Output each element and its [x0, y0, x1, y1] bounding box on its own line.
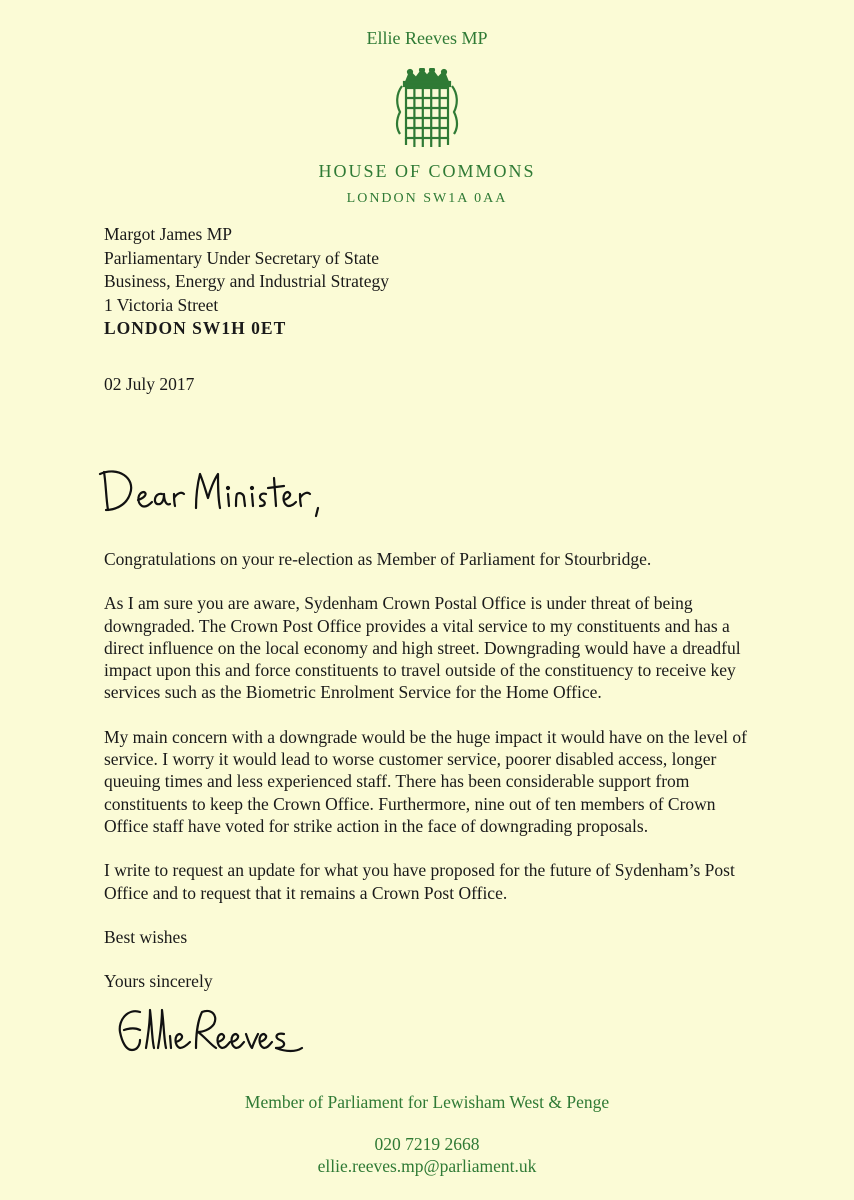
body-paragraph: As I am sure you are aware, Sydenham Crown Postal Office is under threat of being downgraded. The Crown Post Office provides a vital service to my constituents and has a direct influence on the local economy and high street. Downgrading would have a dreadful impact upon this and force constituents to travel outside of the constituency to receive key services such as the Biometric Enrolment Service for the Home Office.	[104, 593, 741, 703]
body-paragraph: I write to request an update for what you have proposed for the future of Sydenham’s Post Office and to request that it remains a Crown Post Office.	[104, 860, 735, 903]
recipient-address-block	[104, 223, 389, 341]
body-paragraph: My main concern with a downgrade would be the huge impact it would have on the level of service. I worry it would lead to worse customer service, poorer disabled access, longer queuing times and less experienced staff. There has been considerable support from constituents to keep the Crown Office. Furthermore, nine out of ten members of Crown Office staff have voted for strike action in the face of downgrading proposals.	[104, 726, 747, 836]
footer-role: Member of Parliament for Lewisham West & Penge	[244, 1092, 610, 1112]
closing-valediction: Yours sincerely	[104, 971, 213, 992]
letterhead-institution: HOUSE OF COMMONS	[318, 161, 536, 181]
letter-date: 02 July 2017	[104, 374, 195, 394]
handwritten-salutation	[96, 464, 326, 524]
recipient-street: 1 Victoria Street	[104, 294, 219, 315]
letterhead-mp-name: Ellie Reeves MP	[366, 28, 488, 48]
footer-phone: 020 7219 2668	[374, 1134, 480, 1154]
body-paragraph: Congratulations on your re-election as Member of Parliament for Stourbridge.	[104, 549, 652, 569]
closing-wishes: Best wishes	[104, 926, 188, 947]
letterhead-address: LONDON SW1A 0AA	[346, 191, 508, 206]
footer-email: ellie.reeves.mp@parliament.uk	[317, 1156, 537, 1176]
recipient-department: Business, Energy and Industrial Strategy	[104, 271, 389, 291]
letter-body	[104, 548, 764, 1014]
recipient-title: Parliamentary Under Secretary of State	[104, 247, 380, 268]
recipient-name: Margot James MP	[104, 224, 233, 244]
recipient-city-postcode: LONDON SW1H 0ET	[104, 318, 287, 338]
portcullis-icon	[394, 68, 460, 148]
handwritten-signature	[110, 1002, 310, 1072]
